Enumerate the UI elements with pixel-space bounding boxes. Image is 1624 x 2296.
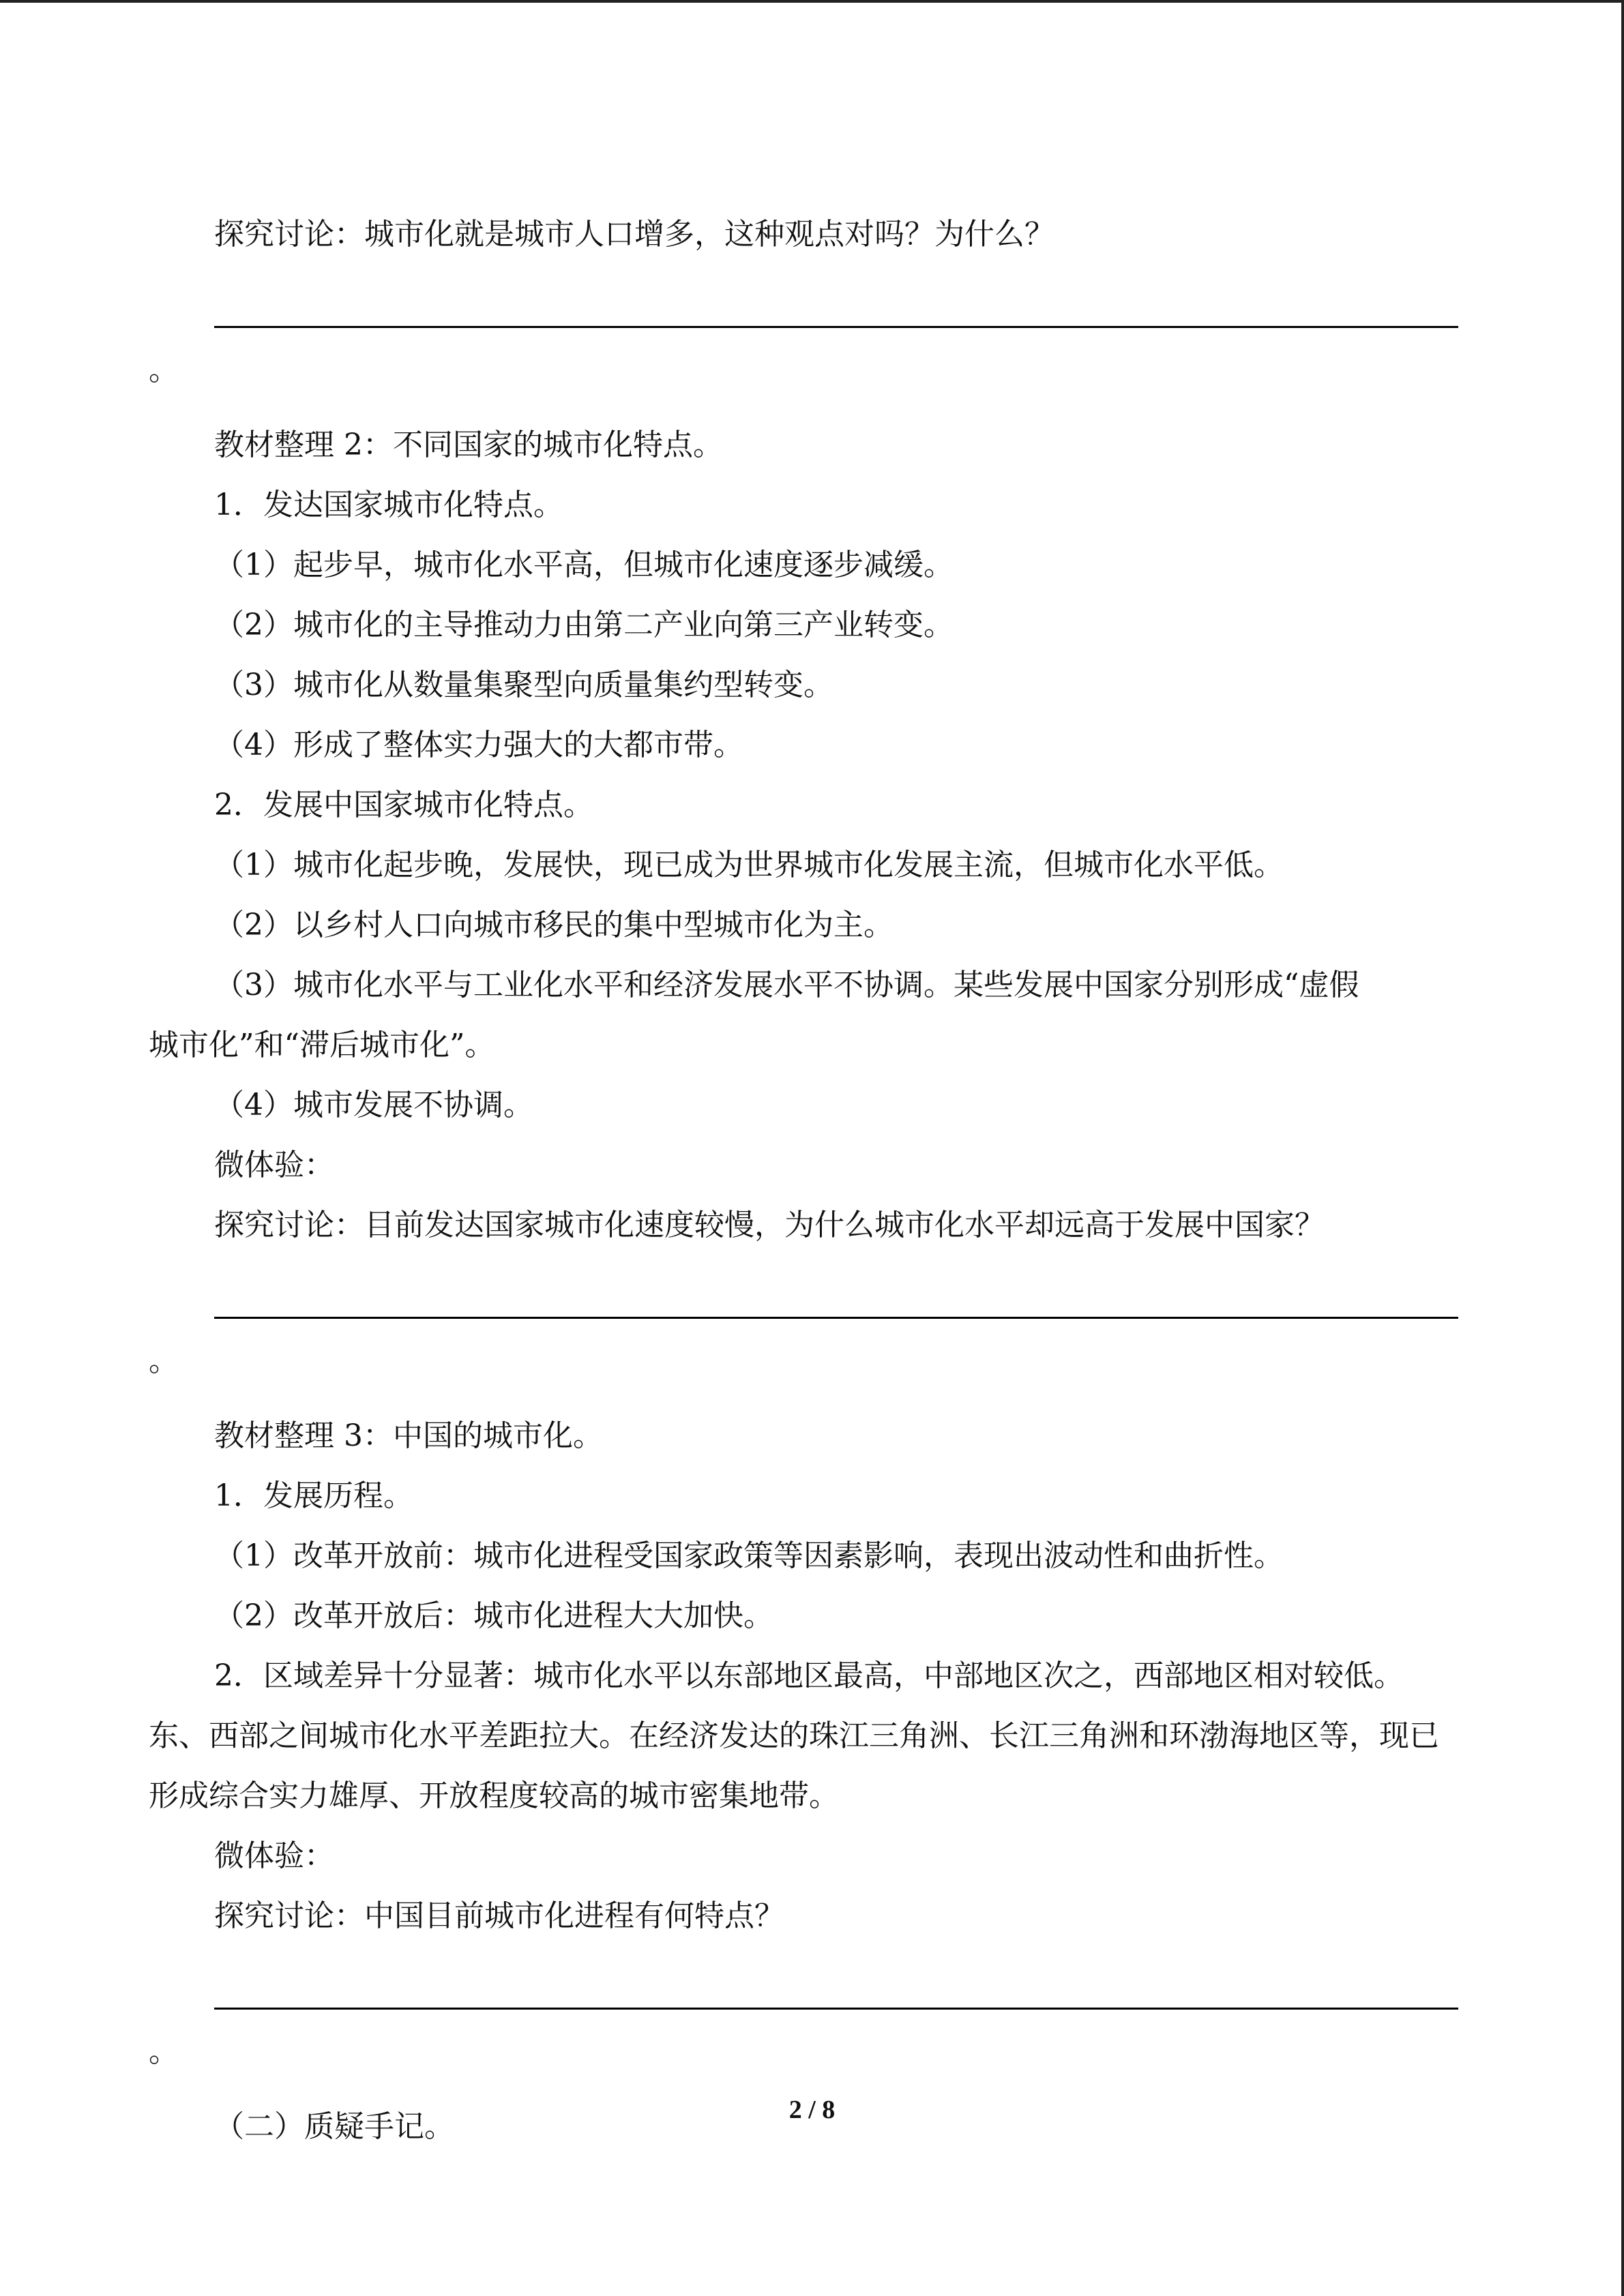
discussion-question-2: 探究讨论：目前发达国家城市化速度较慢，为什么城市化水平却远高于发展中国家？ xyxy=(214,1208,1325,1242)
answer-end-period-3: 。 xyxy=(149,2034,179,2069)
developed-point-3: （3）城市化从数量集聚型向质量集约型转变。 xyxy=(214,668,833,702)
developing-point-3-line-1: （3）城市化水平与工业化水平和经济发展水平不协调。某些发展中国家分别形成“虚假 xyxy=(214,968,1359,1002)
micro-experience-label-2: 微体验： xyxy=(214,1838,334,1873)
history-point-1: （1）改革开放前：城市化进程受国家政策等因素影响，表现出波动性和曲折性。 xyxy=(214,1538,1284,1573)
developing-point-1: （1）城市化起步晚，发展快，现已成为世界城市化发展主流，但城市化水平低。 xyxy=(214,848,1284,882)
section-heading-2: 教材整理 2：不同国家的城市化特点。 xyxy=(214,428,723,462)
answer-end-period-1: 。 xyxy=(149,353,179,387)
micro-experience-label-1: 微体验： xyxy=(214,1148,334,1182)
regional-difference-paragraph: 2．区域差异十分显著：城市化水平以东部地区最高，中部地区次之，西部地区相对较低。东、西部之间城市化水平差距拉大。在经济发达的珠江三角洲、长江三角洲和环渤海地区等，现已形成综合实力雄厚、开放程度较高的城市密集地带。 xyxy=(149,1658,1439,1813)
developing-point-2: （2）以乡村人口向城市移民的集中型城市化为主。 xyxy=(214,908,894,942)
discussion-question-1: 探究讨论：城市化就是城市人口增多，这种观点对吗？为什么？ xyxy=(214,217,1054,252)
page-number: 2 / 8 xyxy=(788,2096,836,2124)
questions-notes-heading: （二）质疑手记。 xyxy=(214,2109,454,2144)
developed-point-2: （2）城市化的主导推动力由第二产业向第三产业转变。 xyxy=(214,608,954,642)
answer-end-period-2: 。 xyxy=(149,1343,179,1378)
developed-point-4: （4）形成了整体实力强大的大都市带。 xyxy=(214,728,743,762)
developed-countries-title: 1．发达国家城市化特点。 xyxy=(214,488,563,522)
developing-countries-title: 2．发展中国家城市化特点。 xyxy=(214,788,593,822)
developing-point-3-line-2: 城市化”和“滞后城市化”。 xyxy=(149,1028,495,1062)
history-point-2: （2）改革开放后：城市化进程大大加快。 xyxy=(214,1598,773,1633)
document-body xyxy=(149,205,1458,2157)
developing-point-4: （4）城市发展不协调。 xyxy=(214,1088,533,1122)
developed-point-1: （1）起步早，城市化水平高，但城市化速度逐步减缓。 xyxy=(214,548,954,582)
discussion-question-3: 探究讨论：中国目前城市化进程有何特点？ xyxy=(214,1898,784,1933)
history-title: 1．发展历程。 xyxy=(214,1478,413,1513)
section-heading-3: 教材整理 3：中国的城市化。 xyxy=(214,1418,603,1453)
